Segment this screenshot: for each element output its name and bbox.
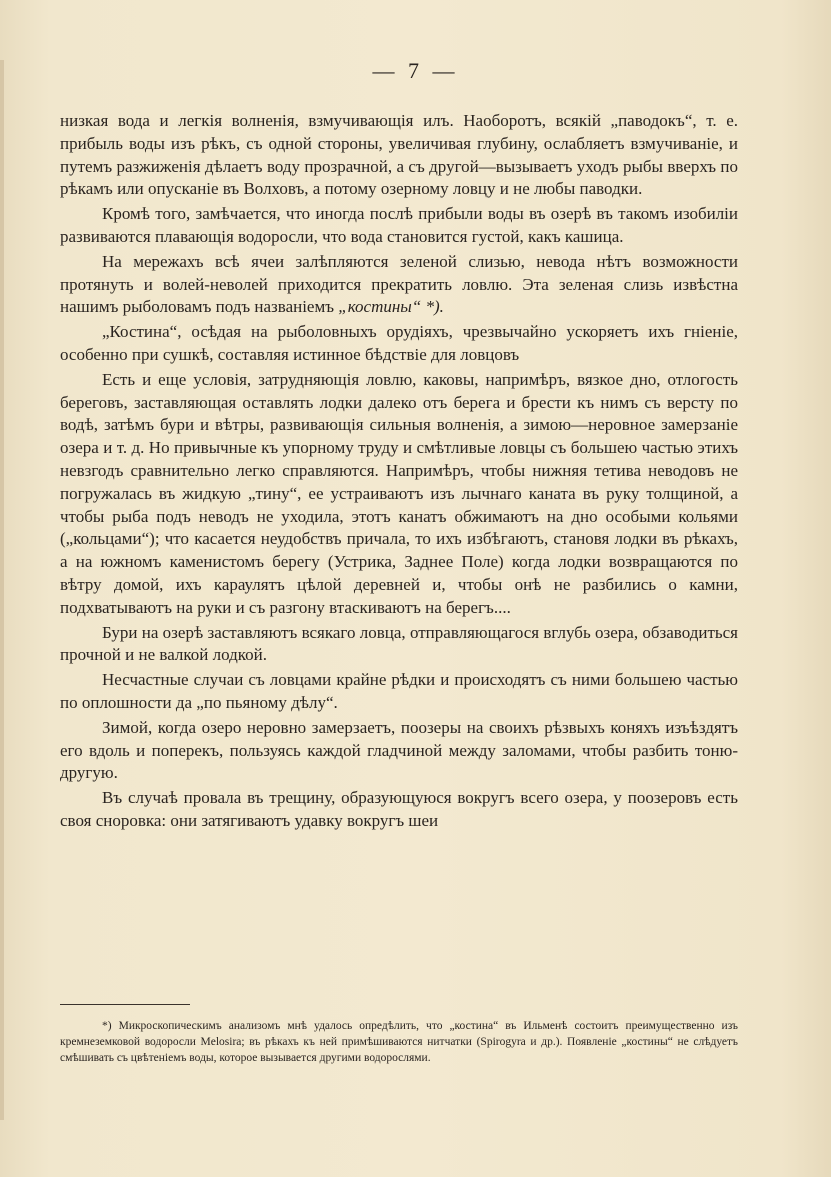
paragraph-6: Бури на озерѣ заставляютъ всякаго ловца, отправляющагося вглубь озера, обзаводиться прочной и не валкой лодкой.: [60, 622, 738, 665]
paragraph-3: [60, 251, 738, 319]
paragraph-4: „Костина“, осѣдая на рыболовныхъ орудіяхъ, чрезвычайно ускоряетъ ихъ гніеніе, особенно при сушкѣ, составляя истинное бѣдствіе для ловцовъ: [60, 322, 738, 364]
paragraph-3-text: На мережахъ всѣ ячеи залѣпляются зеленой слизью, невода нѣтъ возможности протянуть и волей-неволей приходится прекратить ловлю. Эта зеленая слизь извѣстна нашимъ рыболовамъ подъ названіемъ: [60, 251, 738, 317]
footnote-divider: [60, 1004, 190, 1005]
paragraph-7: Несчастные случаи съ ловцами крайне рѣдки и происходятъ съ ними большею частью по оплошности да „по пьяному дѣлу“.: [60, 670, 738, 712]
paragraph-8: Зимой, когда озеро неровно замерзаетъ, поозеры на своихъ рѣзвыхъ коняхъ изъѣздятъ его вдоль и поперекъ, пользуясь каждой гладчиной между заломами, чтобы разбить тоню-другую.: [60, 717, 738, 783]
main-text: [60, 110, 738, 835]
page-number: — 7 —: [372, 58, 459, 83]
page-spine-shadow: [0, 60, 4, 1120]
paragraph-5: Есть и еще условія, затрудняющія ловлю, каковы, напримѣръ, вязкое дно, отлогость береговъ, заставляющая оставлять лодки далеко отъ берега и брести къ нимъ съ версту по водѣ, затѣмъ бури и вѣтры, развивающія сильныя волненія, а зимою—неровное замерзаніе озера и т. д. Но привычные къ упорному труду и смѣтливые ловцы съ большею частью этихъ невзгодъ сравнительно легко справляются. Напримѣръ, чтобы нижняя тетива неводовъ не погружалась въ жидкую „тину“, ее устраиваютъ изъ лычнаго каната въ руку толщиной, а чтобы рыба подъ неводъ не уходила, этотъ канатъ обжимаютъ на дно особыми кольями („кольцами“); что касается неудобствъ причала, то ихъ избѣгаютъ, становя лодки въ рѣкахъ, а на южномъ каменистомъ берегу (Устрика, Заднее Поле) когда лодки возвращаются по вѣтру домой, ихъ караулятъ цѣлой деревней и, чтобы онѣ не разбились о камни, подхватываютъ на руки и съ разгону втаскиваютъ на берегъ....: [60, 369, 738, 617]
paragraph-2: Кромѣ того, замѣчается, что иногда послѣ прибыли воды въ озерѣ въ такомъ изобиліи развиваются плавающія водоросли, что вода становится густой, какъ кашица.: [60, 204, 738, 246]
emphasized-term: „костины“ *).: [338, 297, 444, 317]
paragraph-9: Въ случаѣ провала въ трещину, образующуюся вокругъ всего озера, у поозеровъ есть своя сноровка: они затягиваютъ удавку вокругъ шеи: [60, 788, 738, 830]
footnote-text: *) Микроскопическимъ анализомъ мнѣ удалось опредѣлить, что „костина“ въ Ильменѣ состоитъ преимущественно изъ кремнеземковой водоросли Melosira; въ рѣкахъ къ ней примѣшиваются нитчатки (Spirogyra и др.). Появленіе „костины“ не слѣдуетъ смѣшивать съ цвѣтеніемъ воды, которое вызывается другими водорослями.: [60, 1020, 738, 1064]
paragraph-1: низкая вода и легкія волненія, взмучивающія илъ. Наоборотъ, всякій „паводокъ“, т. е. прибыль воды изъ рѣкъ, съ одной стороны, увеличивая глубину, ослабляетъ взмучиваніе, и путемъ разжиженія дѣлаетъ воду прозрачной, а съ другой—вызываетъ уходъ рыбы вверхъ по рѣкамъ или опусканіе въ Волховъ, а потому озерному ловцу и не любы паводки.: [60, 111, 738, 199]
footnote: [60, 1019, 738, 1066]
